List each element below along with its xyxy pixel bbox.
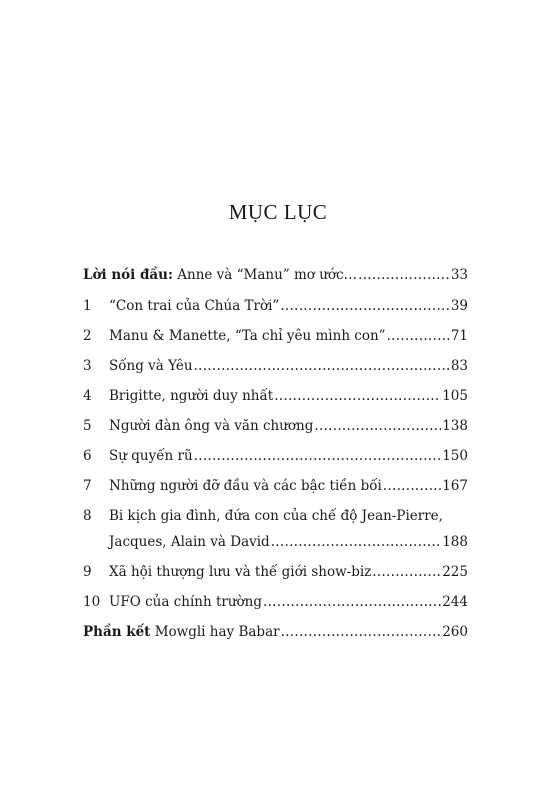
toc-entry-title: “Con trai của Chúa Trời” — [109, 298, 280, 314]
toc-entry-title: Anne và “Manu” mơ ước… — [177, 267, 358, 283]
dot-leader — [387, 325, 450, 347]
toc-entry-1[interactable] — [83, 295, 468, 317]
toc-entry-page: 188 — [442, 534, 468, 550]
toc-entry-title: Jacques, Alain và David — [109, 534, 270, 550]
dot-leader — [271, 531, 442, 553]
toc-entry-page: 71 — [450, 328, 468, 344]
toc-entry-number: 7 — [83, 478, 92, 494]
toc-entry-title: UFO của chính trường — [109, 594, 262, 610]
toc-entry-6[interactable] — [83, 445, 468, 467]
toc-entry-prefix: Phần kết — [83, 624, 151, 640]
toc-entry-prefix: Lời nói đầu: — [83, 267, 173, 283]
dot-leader — [263, 591, 441, 613]
dot-leader — [314, 415, 441, 437]
dot-leader — [358, 264, 450, 286]
toc-entry-page: 105 — [442, 388, 468, 404]
dot-leader — [274, 385, 441, 407]
toc-entry-title: Sống và Yêu — [109, 358, 193, 374]
toc-entry-2[interactable] — [83, 325, 468, 347]
toc-entry-title: Sự quyến rũ — [109, 448, 193, 464]
toc-entry-9[interactable] — [83, 561, 468, 583]
page-title: MỤC LỤC — [228, 200, 328, 224]
toc-entry-epilogue[interactable] — [83, 621, 468, 643]
toc-entry-title: Những người đỡ đầu và các bậc tiền bối — [109, 478, 382, 494]
toc-entry-number: 10 — [83, 594, 101, 610]
table-of-contents — [83, 264, 468, 643]
toc-entry-page: 150 — [442, 448, 468, 464]
toc-entry-page: 167 — [442, 478, 468, 494]
dot-leader — [280, 295, 449, 317]
toc-entry-5[interactable] — [83, 415, 468, 437]
toc-entry-page: 225 — [442, 564, 468, 580]
toc-entry-number: 9 — [83, 564, 92, 580]
toc-entry-title: Người đàn ông và văn chương — [109, 418, 314, 434]
dot-leader — [194, 445, 442, 467]
toc-entry-page: 138 — [442, 418, 468, 434]
toc-entry-8[interactable] — [83, 505, 468, 553]
dot-leader — [372, 561, 441, 583]
toc-entry-number: 8 — [83, 508, 92, 524]
toc-entry-title-line1: Bi kịch gia đình, đứa con của chế độ Jean-Pierre, — [109, 508, 443, 524]
toc-entry-number: 4 — [83, 388, 92, 404]
toc-entry-page: 39 — [450, 298, 468, 314]
toc-entry-number: 5 — [83, 418, 92, 434]
toc-entry-title: Brigitte, người duy nhất — [109, 388, 274, 404]
toc-entry-number: 6 — [83, 448, 92, 464]
toc-entry-10[interactable] — [83, 591, 468, 613]
toc-entry-page: 83 — [450, 358, 468, 374]
toc-entry-7[interactable] — [83, 475, 468, 497]
toc-entry-title: Xã hội thượng lưu và thế giới show-biz — [109, 564, 372, 580]
dot-leader — [194, 355, 450, 377]
toc-entry-page: 244 — [442, 594, 468, 610]
toc-entry-page: 33 — [450, 267, 468, 283]
toc-entry-3[interactable] — [83, 355, 468, 377]
dot-leader — [281, 621, 442, 643]
toc-entry-4[interactable] — [83, 385, 468, 407]
toc-entry-number: 3 — [83, 358, 92, 374]
toc-entry-number: 2 — [83, 328, 92, 344]
toc-entry-title: Mowgli hay Babar — [154, 624, 280, 640]
toc-entry-page: 260 — [442, 624, 468, 640]
dot-leader — [383, 475, 441, 497]
toc-entry-number: 1 — [83, 298, 92, 314]
toc-entry-preface[interactable] — [83, 264, 468, 286]
toc-entry-title: Manu & Manette, “Ta chỉ yêu mình con” — [109, 328, 386, 344]
